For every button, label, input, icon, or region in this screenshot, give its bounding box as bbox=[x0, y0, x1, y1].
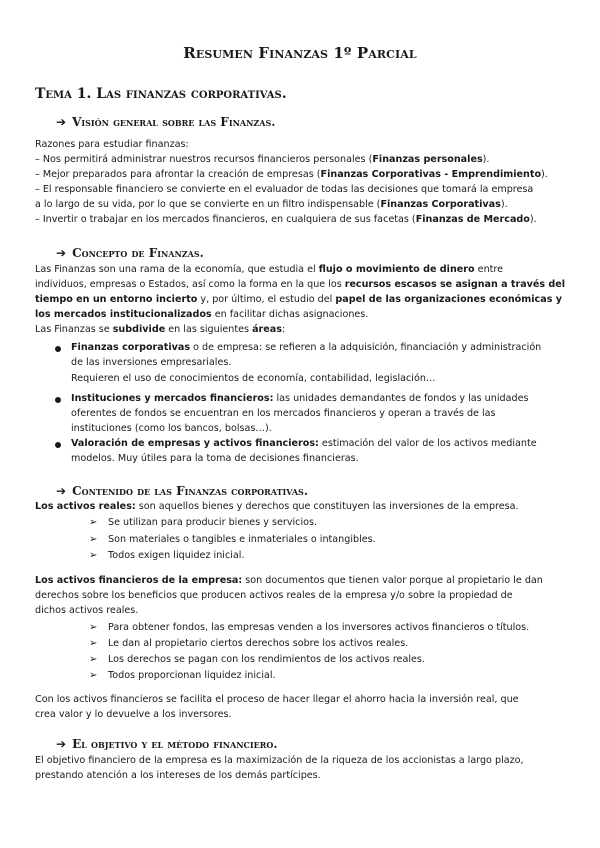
bullet-dot bbox=[55, 442, 61, 448]
arrowhead-bullet-icon: ➢ bbox=[89, 534, 98, 545]
area-2-cont2: instituciones (como los bancos, bolsas…). bbox=[71, 423, 272, 434]
right-arrow-icon: ➔ bbox=[56, 484, 67, 498]
tema-heading: Tema 1. Las finanzas corporativas. bbox=[35, 86, 287, 102]
area-2: Instituciones y mercados financieros: las unidades demandantes de fondos y las unidades bbox=[71, 393, 529, 404]
reason-2: – Mejor preparados para afrontar la creación de empresas (Finanzas Corporativas - Emprendimiento). bbox=[35, 169, 548, 180]
areas-intro: Las Finanzas se subdivide en las siguientes áreas: bbox=[35, 324, 286, 335]
arrowhead-bullet-icon: ➢ bbox=[89, 654, 98, 665]
activos-financieros-cont: derechos sobre los beneficios que producen activos reales de la empresa y/o sobre la propiedad de bbox=[35, 590, 513, 601]
area-1: Finanzas corporativas o de empresa: se refieren a la adquisición, financiación y administración bbox=[71, 342, 542, 353]
document-title: Resumen Finanzas 1º Parcial bbox=[183, 44, 417, 62]
activos-financieros-def: Los activos financieros de la empresa: son documentos que tienen valor porque al propietario le dan bbox=[35, 575, 543, 586]
activos-reales-def: Los activos reales: son aquellos bienes y derechos que constituyen las inversiones de la empresa. bbox=[35, 501, 519, 512]
reason-3-cont: a lo largo de su vida, por lo que se convierte en un filtro indispensable (Finanzas Corporativas). bbox=[35, 199, 508, 210]
concept-line-2: individuos, empresas o Estados, así como la forma en la que los recursos escasos se asignan a través del bbox=[35, 279, 566, 290]
right-arrow-icon: ➔ bbox=[56, 246, 67, 260]
area-2-cont: oferentes de fondos se encuentran en los mercados financieros y operan a través de las bbox=[71, 408, 496, 419]
objetivo-line-2: prestando atención a los intereses de los demás partícipes. bbox=[35, 770, 321, 781]
activos-reales-item: Se utilizan para producir bienes y servicios. bbox=[108, 517, 318, 528]
activos-financieros-item: Todos proporcionan liquidez inicial. bbox=[108, 670, 276, 681]
activos-financieros-item: Para obtener fondos, las empresas venden a los inversores activos financieros o títulos. bbox=[108, 622, 530, 633]
reason-1: – Nos permitirá administrar nuestros recursos financieros personales (Finanzas personales). bbox=[35, 154, 490, 165]
conclusion-line-1: Con los activos financieros se facilita el proceso de hacer llegar el ahorro hacia la inversión real, que bbox=[35, 694, 519, 705]
section-heading-vision: ➔ Visión general sobre las Finanzas. bbox=[56, 115, 276, 129]
area-1-note: Requieren el uso de conocimientos de economía, contabilidad, legislación… bbox=[71, 373, 436, 384]
conclusion-line-2: crea valor y lo devuelve a los inversores. bbox=[35, 709, 232, 720]
activos-financieros-cont2: dichos activos reales. bbox=[35, 605, 139, 616]
activos-financieros-item: Le dan al propietario ciertos derechos sobre los activos reales. bbox=[108, 638, 409, 649]
concept-line-4: los mercados institucionalizados en facilitar dichas asignaciones. bbox=[35, 309, 369, 320]
concept-line-3: tiempo en un entorno incierto y, por último, el estudio del papel de las organizaciones económicas y bbox=[35, 294, 563, 305]
activos-financieros-item: Los derechos se pagan con los rendimientos de los activos reales. bbox=[108, 654, 425, 665]
concept-line-1: Las Finanzas son una rama de la economía, que estudia el flujo o movimiento de dinero entre bbox=[35, 264, 504, 275]
section-heading-objetivo: ➔ El objetivo y el método financiero. bbox=[56, 737, 278, 751]
objetivo-line-1: El objetivo financiero de la empresa es la maximización de la riqueza de los accionistas a largo plazo, bbox=[35, 755, 524, 766]
section-heading-concepto: ➔ Concepto de Finanzas. bbox=[56, 246, 204, 260]
activos-reales-item: Todos exigen liquidez inicial. bbox=[108, 550, 245, 561]
reasons-intro: Razones para estudiar finanzas: bbox=[35, 139, 189, 150]
section-heading-contenido: ➔ Contenido de las Finanzas corporativas. bbox=[56, 484, 309, 498]
area-3-cont: modelos. Muy útiles para la toma de decisiones financieras. bbox=[71, 453, 359, 464]
area-3: Valoración de empresas y activos financieros: estimación del valor de los activos mediante bbox=[71, 438, 537, 449]
bullet-dot bbox=[55, 397, 61, 403]
arrowhead-bullet-icon: ➢ bbox=[89, 622, 98, 633]
bullet-dot bbox=[55, 346, 61, 352]
arrowhead-bullet-icon: ➢ bbox=[89, 670, 98, 681]
arrowhead-bullet-icon: ➢ bbox=[89, 550, 98, 561]
arrowhead-bullet-icon: ➢ bbox=[89, 517, 98, 528]
right-arrow-icon: ➔ bbox=[56, 737, 67, 751]
reason-4: – Invertir o trabajar en los mercados financieros, en cualquiera de sus facetas (Finanzas de Mercado). bbox=[35, 214, 537, 225]
reason-3: – El responsable financiero se convierte en el evaluador de todas las decisiones que tomará la empresa bbox=[35, 184, 534, 195]
right-arrow-icon: ➔ bbox=[56, 115, 67, 129]
area-1-cont: de las inversiones empresariales. bbox=[71, 357, 232, 368]
arrowhead-bullet-icon: ➢ bbox=[89, 638, 98, 649]
activos-reales-item: Son materiales o tangibles e inmateriales o intangibles. bbox=[108, 534, 376, 545]
